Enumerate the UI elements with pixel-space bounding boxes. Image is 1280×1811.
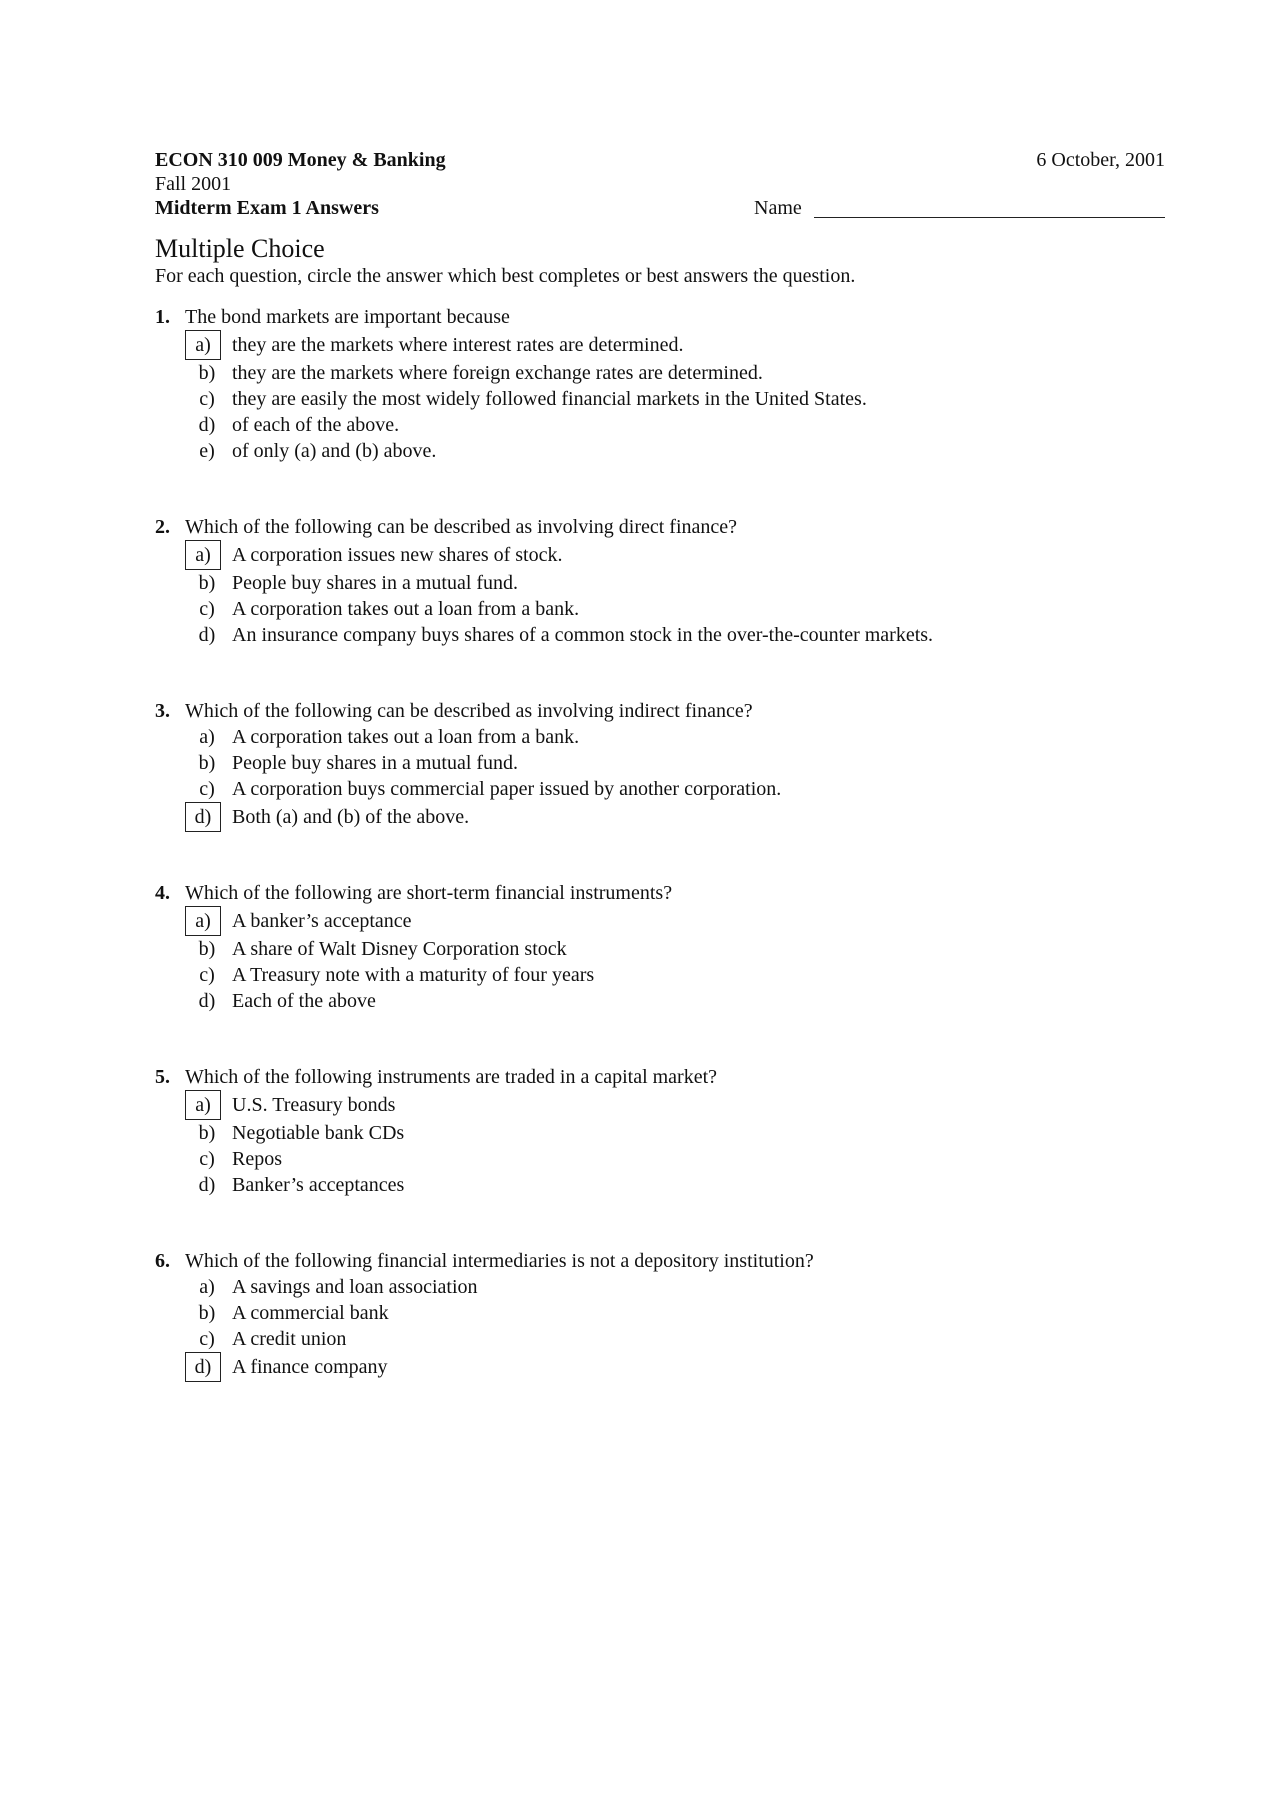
choice-d[interactable] xyxy=(155,622,1165,648)
choice-text: Each of the above xyxy=(232,990,376,1012)
choice-c[interactable] xyxy=(155,1326,1165,1352)
choice-letter: d) xyxy=(198,1174,216,1196)
name-blank-line[interactable] xyxy=(814,217,1165,218)
choice-letter: b) xyxy=(198,938,216,960)
choice-letter-boxed: a) xyxy=(185,906,221,936)
choice-text: A banker’s acceptance xyxy=(232,910,412,932)
question-5 xyxy=(155,1064,1165,1198)
section-title: Multiple Choice xyxy=(155,234,325,263)
choice-a[interactable] xyxy=(155,724,1165,750)
choice-list xyxy=(155,540,1165,648)
choice-text: A credit union xyxy=(232,1328,347,1350)
choice-text: A commercial bank xyxy=(232,1302,389,1324)
choice-letter-boxed: d) xyxy=(185,1352,221,1382)
question-number: 4. xyxy=(155,882,170,904)
choice-b[interactable] xyxy=(155,750,1165,776)
choice-text: A corporation issues new shares of stock. xyxy=(232,544,563,566)
choice-list xyxy=(155,330,1165,464)
header-row-2 xyxy=(155,172,1165,196)
choice-text: An insurance company buys shares of a common stock in the over-the-counter markets. xyxy=(232,624,934,646)
question-text: Which of the following can be described as involving direct finance? xyxy=(185,516,738,538)
choice-list xyxy=(155,1274,1165,1382)
exam-page xyxy=(155,148,1165,1382)
choice-letter: b) xyxy=(198,362,216,384)
choice-d[interactable] xyxy=(155,1172,1165,1198)
choice-letter: b) xyxy=(198,1122,216,1144)
question-text: Which of the following financial intermediaries is not a depository institution? xyxy=(185,1250,814,1272)
choice-text: People buy shares in a mutual fund. xyxy=(232,572,519,594)
choice-letter: c) xyxy=(199,1148,215,1170)
choice-b[interactable] xyxy=(155,360,1165,386)
choice-text: of each of the above. xyxy=(232,414,400,436)
choice-text: A corporation takes out a loan from a bank. xyxy=(232,726,580,748)
choice-letter: e) xyxy=(199,440,215,462)
question-text: The bond markets are important because xyxy=(185,306,510,328)
question-number: 1. xyxy=(155,306,170,328)
question-6 xyxy=(155,1248,1165,1382)
choice-letter: b) xyxy=(198,752,216,774)
question-stem xyxy=(155,880,1165,906)
choice-c[interactable] xyxy=(155,1146,1165,1172)
choice-letter: b) xyxy=(198,572,216,594)
choice-list xyxy=(155,906,1165,1014)
choice-b[interactable] xyxy=(155,1120,1165,1146)
choice-list xyxy=(155,724,1165,832)
choice-d-selected[interactable] xyxy=(155,1352,1165,1382)
choice-b[interactable] xyxy=(155,936,1165,962)
choice-a-selected[interactable] xyxy=(155,330,1165,360)
choice-letter: c) xyxy=(199,964,215,986)
choice-c[interactable] xyxy=(155,776,1165,802)
choice-letter: b) xyxy=(198,1302,216,1324)
choice-text: Banker’s acceptances xyxy=(232,1174,405,1196)
choice-d-selected[interactable] xyxy=(155,802,1165,832)
choice-a-selected[interactable] xyxy=(155,540,1165,570)
choice-text: A Treasury note with a maturity of four years xyxy=(232,964,595,986)
choice-d[interactable] xyxy=(155,412,1165,438)
question-3 xyxy=(155,698,1165,832)
choice-text: A share of Walt Disney Corporation stock xyxy=(232,938,567,960)
choice-letter-boxed: d) xyxy=(185,802,221,832)
question-number: 2. xyxy=(155,516,170,538)
choice-a-selected[interactable] xyxy=(155,1090,1165,1120)
choice-text: People buy shares in a mutual fund. xyxy=(232,752,519,774)
choice-e[interactable] xyxy=(155,438,1165,464)
question-text: Which of the following can be described as involving indirect finance? xyxy=(185,700,753,722)
choice-text: of only (a) and (b) above. xyxy=(232,440,437,462)
choice-letter: d) xyxy=(198,990,216,1012)
question-stem xyxy=(155,1064,1165,1090)
question-stem xyxy=(155,514,1165,540)
question-1 xyxy=(155,304,1165,464)
choice-text: U.S. Treasury bonds xyxy=(232,1094,396,1116)
question-number: 3. xyxy=(155,700,170,722)
choice-text: A corporation takes out a loan from a bank. xyxy=(232,598,580,620)
question-stem xyxy=(155,1248,1165,1274)
question-text: Which of the following instruments are traded in a capital market? xyxy=(185,1066,718,1088)
choice-text: they are easily the most widely followed financial markets in the United States. xyxy=(232,388,867,410)
header-row-1 xyxy=(155,148,1165,172)
choice-letter: c) xyxy=(199,1328,215,1350)
term: Fall 2001 xyxy=(155,173,232,195)
choice-letter: a) xyxy=(199,1276,215,1298)
choice-text: A finance company xyxy=(232,1356,388,1378)
exam-date: 6 October, 2001 xyxy=(1036,149,1165,171)
question-text: Which of the following are short-term financial instruments? xyxy=(185,882,673,904)
choice-letter-boxed: a) xyxy=(185,1090,221,1120)
choice-d[interactable] xyxy=(155,988,1165,1014)
choice-a[interactable] xyxy=(155,1274,1165,1300)
choice-letter-boxed: a) xyxy=(185,330,221,360)
choice-letter: d) xyxy=(198,624,216,646)
choice-a-selected[interactable] xyxy=(155,906,1165,936)
question-stem xyxy=(155,698,1165,724)
choice-text: Both (a) and (b) of the above. xyxy=(232,806,470,828)
question-number: 6. xyxy=(155,1250,170,1272)
question-4 xyxy=(155,880,1165,1014)
choice-letter: d) xyxy=(198,414,216,436)
name-label: Name xyxy=(754,197,802,219)
choice-c[interactable] xyxy=(155,962,1165,988)
question-2 xyxy=(155,514,1165,648)
choice-text: Repos xyxy=(232,1148,282,1170)
question-number: 5. xyxy=(155,1066,170,1088)
choice-text: Negotiable bank CDs xyxy=(232,1122,405,1144)
exam-title: Midterm Exam 1 Answers xyxy=(155,197,379,219)
name-field[interactable] xyxy=(754,196,1165,220)
choice-text: A corporation buys commercial paper issued by another corporation. xyxy=(232,778,782,800)
header-row-3 xyxy=(155,196,1165,220)
choice-c[interactable] xyxy=(155,386,1165,412)
choice-text: they are the markets where foreign exchange rates are determined. xyxy=(232,362,763,384)
choice-letter: a) xyxy=(199,726,215,748)
choice-b[interactable] xyxy=(155,1300,1165,1326)
choice-text: they are the markets where interest rates are determined. xyxy=(232,334,684,356)
choice-text: A savings and loan association xyxy=(232,1276,478,1298)
course-title: ECON 310 009 Money & Banking xyxy=(155,149,446,171)
choice-letter-boxed: a) xyxy=(185,540,221,570)
choice-letter: c) xyxy=(199,598,215,620)
choice-c[interactable] xyxy=(155,596,1165,622)
question-stem xyxy=(155,304,1165,330)
choice-b[interactable] xyxy=(155,570,1165,596)
choice-letter: c) xyxy=(199,778,215,800)
choice-letter: c) xyxy=(199,388,215,410)
instructions: For each question, circle the answer which best completes or best answers the question. xyxy=(155,265,856,287)
choice-list xyxy=(155,1090,1165,1198)
